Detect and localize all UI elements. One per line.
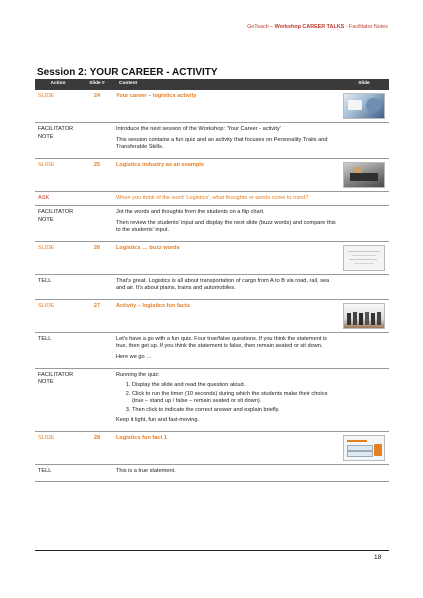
- header-prefix: GoTeach –: [247, 24, 275, 30]
- paragraph: This session contains a fun quiz and an activity that focuses on Personality Traits and Transferable Skills.: [116, 136, 328, 151]
- table-header-row: [35, 79, 389, 90]
- table-row: [35, 206, 389, 242]
- row-thumb-cell: [339, 431, 389, 464]
- running-header: [247, 24, 388, 30]
- col-header-slide-number: Slide #: [81, 79, 113, 90]
- table-row: [35, 431, 389, 464]
- row-action: SLIDE: [35, 158, 81, 191]
- row-slide-number: [81, 191, 113, 206]
- table-row: [35, 368, 389, 431]
- row-slide-number: [81, 206, 113, 242]
- row-action: SLIDE: [35, 241, 81, 274]
- row-content: Your career – logistics activity: [113, 90, 339, 123]
- row-content: Activity – logistics fun facts: [113, 299, 339, 332]
- paragraph: Keep it light, fun and fast-moving.: [116, 417, 200, 424]
- row-content: [113, 464, 339, 482]
- row-action: TELL: [35, 464, 81, 482]
- row-slide-number: 26: [81, 241, 113, 274]
- paragraph: Let's have a go with a fun quiz. Four true/false questions. If you think the statement is true, then get up. If you think the statement is false, then remain seated or sit down.: [116, 335, 327, 350]
- row-action: SLIDE: [35, 431, 81, 464]
- row-action: TELL: [35, 332, 81, 368]
- list-item: 2. Click to run the timer (10 seconds) during which the students make their choice (true – stand up / false – remain seated or sit down).: [132, 391, 336, 406]
- row-content: [113, 123, 339, 159]
- row-slide-number: [81, 464, 113, 482]
- table-row: [35, 158, 389, 191]
- footer-divider: [35, 550, 389, 551]
- paragraph: Jot the words and thoughts from the students on a flip chart.: [116, 209, 265, 216]
- col-header-content: Content: [113, 79, 339, 90]
- row-slide-number: 25: [81, 158, 113, 191]
- table-row: [35, 464, 389, 482]
- list-item: 3. Then click to indicate the correct answer and explain briefly.: [132, 407, 336, 415]
- facilitator-notes-table: [35, 79, 389, 482]
- row-action: ASK: [35, 191, 81, 206]
- header-suffix: - Facilitator Notes: [344, 24, 388, 30]
- row-content: Logistics industry as an example: [113, 158, 339, 191]
- row-slide-number: [81, 274, 113, 299]
- row-action: SLIDE: [35, 90, 81, 123]
- slide-thumbnail: [343, 245, 385, 271]
- slide-thumbnail: [343, 303, 385, 329]
- row-content: Logistics … buzz words: [113, 241, 339, 274]
- page-title: Session 2: YOUR CAREER - ACTIVITY: [37, 67, 218, 78]
- table-row: [35, 90, 389, 123]
- row-content: When you think of the word 'Logistics', what thoughts or words come to mind?: [113, 191, 339, 206]
- slide-thumbnail: [343, 93, 385, 119]
- steps-list: [116, 382, 336, 414]
- paragraph: Here we go …: [116, 354, 152, 361]
- paragraph: Introduce the next session of the Workshop: 'Your Career - activity': [116, 126, 281, 132]
- row-slide-number: 28: [81, 431, 113, 464]
- col-header-slide: Slide: [339, 79, 389, 90]
- table-row: [35, 299, 389, 332]
- row-slide-number: [81, 332, 113, 368]
- row-thumb-cell: [339, 299, 389, 332]
- row-action: FACILITATOR NOTE: [35, 123, 81, 159]
- table-row: [35, 241, 389, 274]
- row-content: [113, 206, 339, 242]
- col-header-action: Action: [35, 79, 81, 90]
- page-number: 18: [374, 554, 382, 561]
- header-workshop: Workshop CAREER TALKS: [274, 24, 345, 30]
- slide-thumbnail: [343, 162, 385, 188]
- slide-thumbnail: [343, 435, 385, 461]
- table-row: [35, 274, 389, 299]
- row-action: FACILITATOR NOTE: [35, 368, 81, 431]
- row-content: [113, 332, 339, 368]
- paragraph: That's great. Logistics is all about transportation of cargo from A to B via road, rail, sea and air. It's about plains, trains and automobiles.: [116, 277, 330, 292]
- row-action: SLIDE: [35, 299, 81, 332]
- row-action: FACILITATOR NOTE: [35, 206, 81, 242]
- row-slide-number: 24: [81, 90, 113, 123]
- row-content: [113, 274, 339, 299]
- row-content: [113, 368, 339, 431]
- paragraph: This is a true statement.: [116, 467, 176, 474]
- list-item: 1. Display the slide and read the question aloud.: [132, 382, 336, 390]
- row-thumb-cell: [339, 90, 389, 123]
- paragraph: Then review the students' input and display the next slide (buzz words) and compare this to the students' input.: [116, 219, 336, 234]
- table-row: [35, 123, 389, 159]
- row-thumb-cell: [339, 241, 389, 274]
- row-content: Logistics fun fact 1: [113, 431, 339, 464]
- row-slide-number: [81, 123, 113, 159]
- row-slide-number: 27: [81, 299, 113, 332]
- paragraph: Running the quiz:: [116, 371, 160, 378]
- row-action: TELL: [35, 274, 81, 299]
- row-thumb-cell: [339, 158, 389, 191]
- table-row: [35, 332, 389, 368]
- row-slide-number: [81, 368, 113, 431]
- table-row: [35, 191, 389, 206]
